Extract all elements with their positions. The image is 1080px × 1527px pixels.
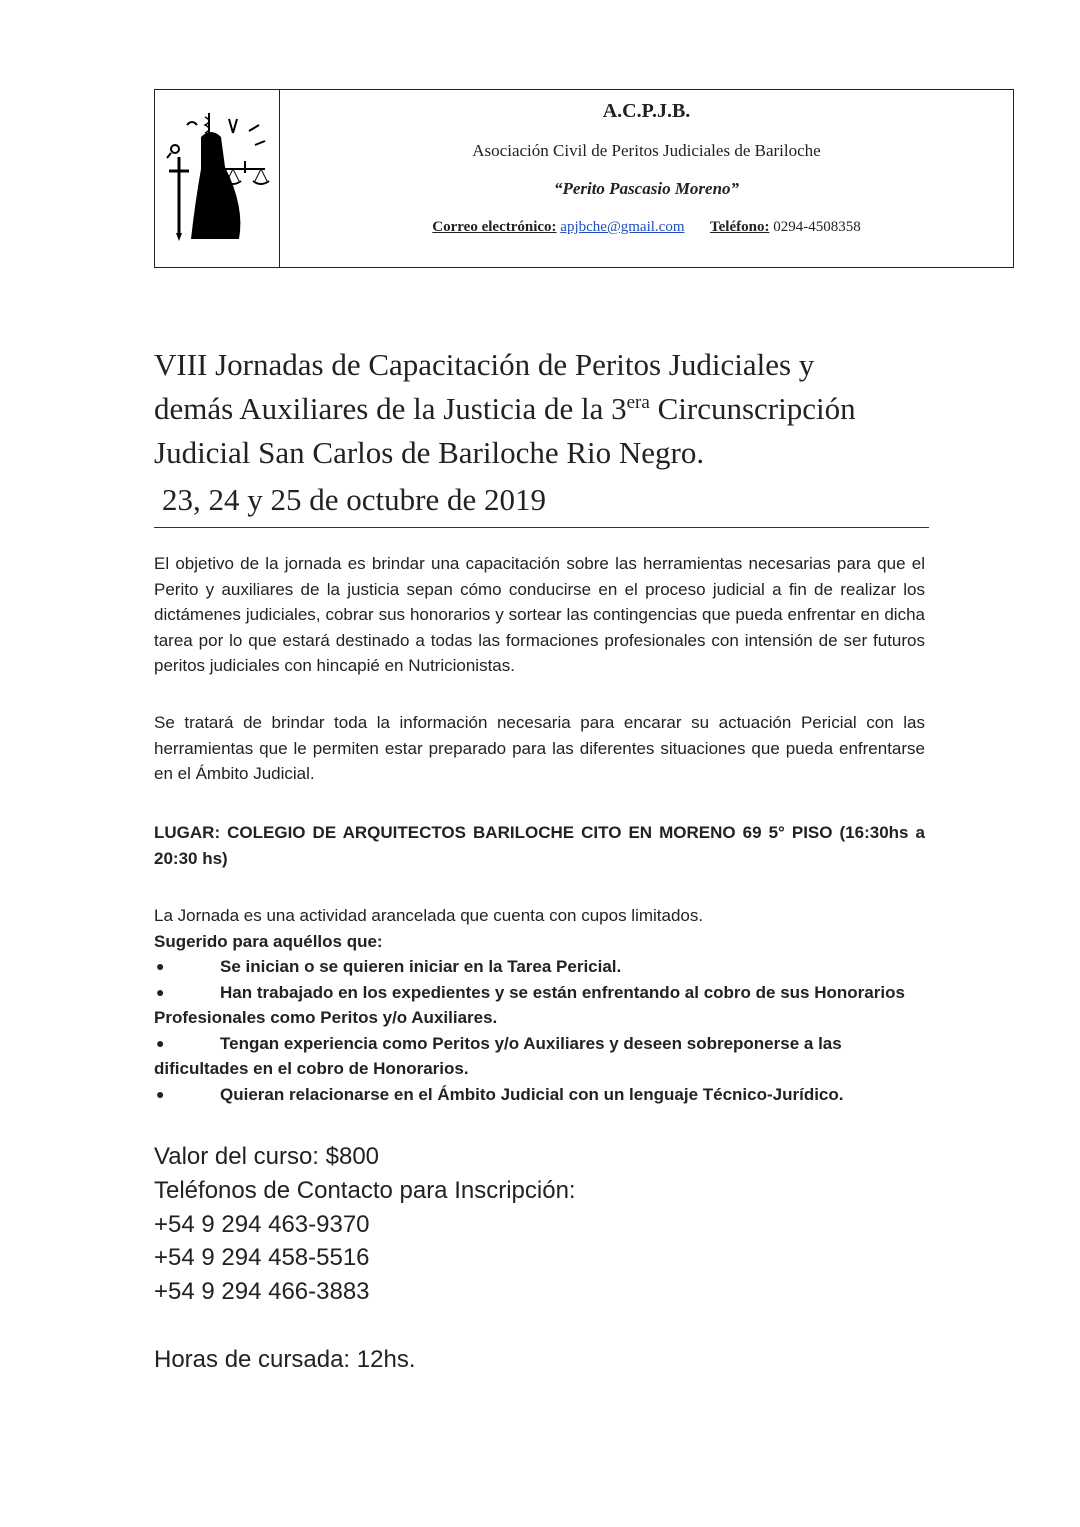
event-dates: 23, 24 y 25 de octubre de 2019	[162, 482, 546, 517]
bullet-icon: ●	[156, 958, 165, 974]
title-line-2-text: demás Auxiliares de la Justicia de la 3	[154, 391, 627, 426]
logo	[155, 90, 280, 267]
title-line-1: VIII Jornadas de Capacitación de Peritos Judiciales y	[154, 347, 815, 382]
venue-text: LUGAR: COLEGIO DE ARQUITECTOS BARILOCHE CITO EN MORENO 69 5° PISO (16:30hs a 20:30 hs)	[154, 823, 925, 868]
phone-number-2: +54 9 294 458-5516	[154, 1244, 370, 1271]
list-item-text: Quieran relacionarse en el Ámbito Judicial con un lenguaje Técnico-Jurídico.	[220, 1084, 844, 1104]
contact-line: Correo electrónico: apjbche@gmail.com Teléfono: 0294-4508358	[432, 219, 861, 235]
phone-number-1: +54 9 294 463-9370	[154, 1211, 370, 1238]
title-line-2	[154, 387, 944, 431]
title-superscript: era	[626, 392, 650, 413]
title-line-2-end: Circunscripción	[649, 391, 856, 426]
bullet-icon: ●	[156, 1034, 165, 1051]
objective-paragraph: El objetivo de la jornada es brindar una capacitación sobre las herramientas necesarias para que el Perito y auxiliares de la justicia sepan cómo conducirse en el proceso judicial a fin de realizar los dictámenes judiciales, cobrar sus honorarios y sortear las contingencias que pueda enfrentar en dicha tarea por lo que estará destinado a todas las formaciones profesionales con intensión de ser futuros peritos judiciales con hincapié en Nutricionistas.	[154, 554, 925, 675]
bullet-icon: ●	[156, 1085, 165, 1102]
letterhead	[154, 89, 1014, 268]
list-item	[154, 1031, 925, 1082]
list-item	[154, 954, 925, 980]
list-item-text: Han trabajado en los expedientes y se están enfrentando al cobro de sus Honorarios Profesionales como Peritos y/o Auxiliares.	[154, 982, 905, 1027]
email-label: Correo electrónico	[432, 219, 552, 235]
bullet-icon: ●	[156, 983, 165, 1000]
audience-list	[154, 954, 925, 1107]
org-abbreviation: A.C.P.J.B.	[602, 100, 691, 122]
justice-figure-icon	[157, 109, 277, 249]
list-item	[154, 1082, 925, 1108]
page-title	[154, 343, 944, 475]
phone-number-3: +54 9 294 466-3883	[154, 1278, 370, 1305]
phones-heading: Teléfonos de Contacto para Inscripción:	[154, 1177, 576, 1204]
list-item-text: Se inician o se quieren iniciar en la Tarea Pericial.	[220, 957, 622, 976]
phone-value: 0294-4508358	[773, 219, 861, 235]
org-motto: “Perito Pascasio Moreno”	[553, 179, 740, 198]
course-hours: Horas de cursada: 12hs.	[154, 1346, 416, 1373]
course-price: Valor del curso: $800	[154, 1143, 380, 1170]
list-item-text: Tengan experiencia como Peritos y/o Auxiliares y deseen sobreponerse a las dificultades en el cobro de Honorarios.	[154, 1033, 842, 1078]
suggested-heading: Sugerido para aquéllos que:	[154, 932, 383, 951]
org-info	[280, 90, 1013, 267]
list-item	[154, 980, 925, 1031]
limited-seats-note: La Jornada es una actividad arancelada que cuenta con cupos limitados.	[154, 906, 704, 925]
email-link[interactable]: apjbche@gmail.com	[560, 219, 685, 235]
title-line-3: Judicial San Carlos de Bariloche Rio Negro.	[154, 435, 705, 470]
info-paragraph: Se tratará de brindar toda la información necesaria para encarar su actuación Pericial con las herramientas que le permiten estar preparado para las diferentes situaciones que pueda enfrentarse en el Ámbito Judicial.	[154, 713, 925, 783]
divider	[154, 527, 929, 528]
org-name: Asociación Civil de Peritos Judiciales de Bariloche	[472, 141, 821, 160]
phone-label: Teléfono:	[710, 219, 770, 235]
